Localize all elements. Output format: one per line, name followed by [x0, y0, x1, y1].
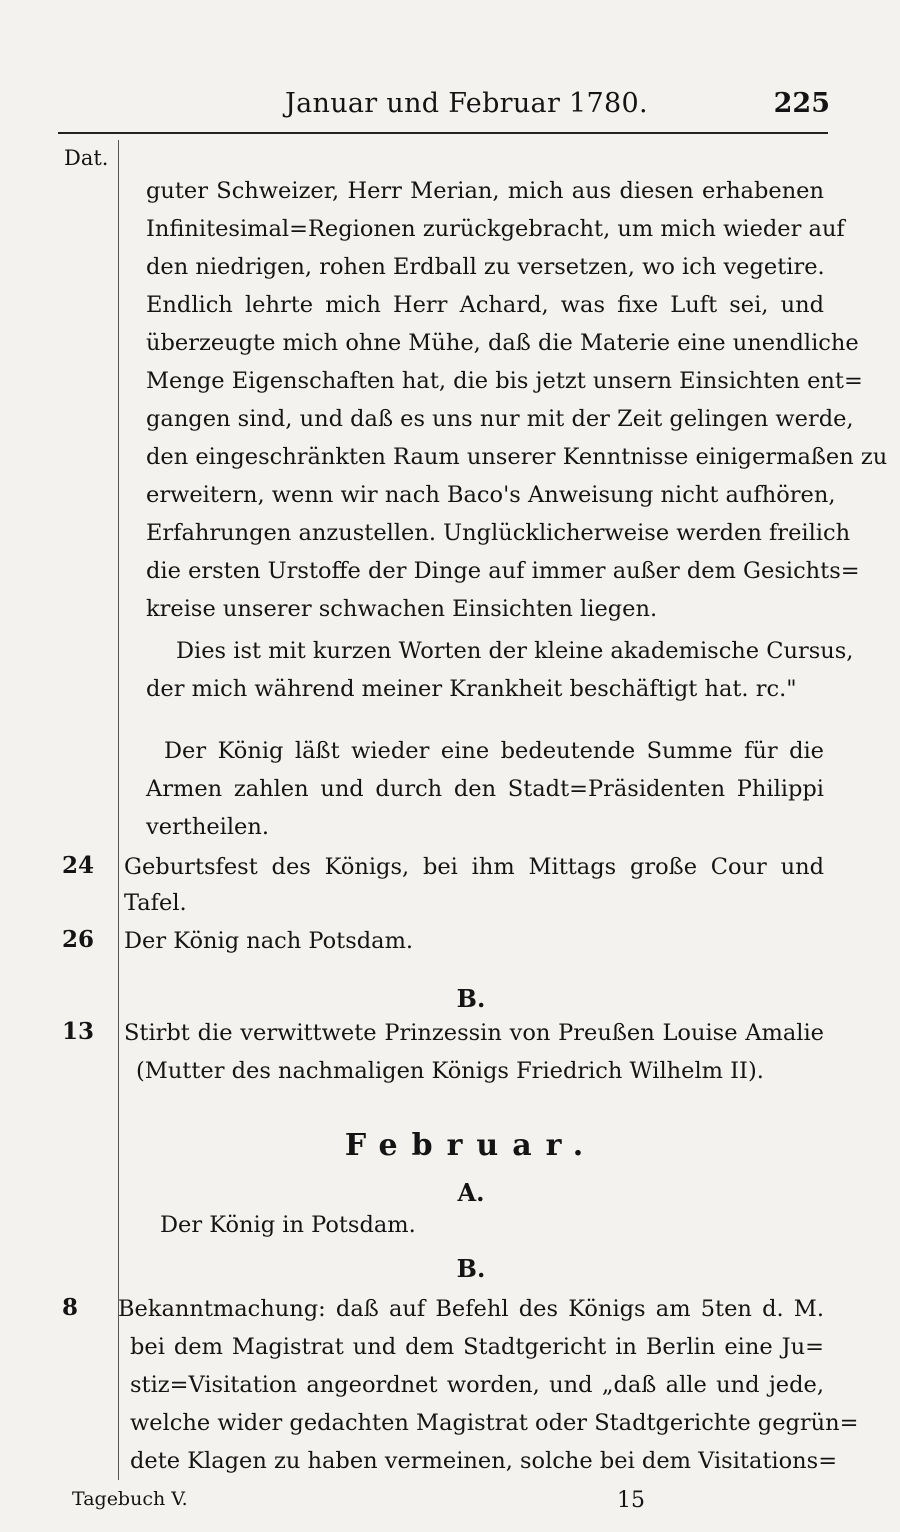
- text-line: Endlich lehrte mich Herr Achard, was fixe Luft sei, und: [146, 292, 824, 318]
- header-rule: [58, 132, 828, 134]
- footer-sheet-number: 15: [617, 1488, 645, 1513]
- text-line: Stirbt die verwittwete Prinzessin von Preußen Louise Amalie: [124, 1020, 824, 1046]
- text-line: Menge Eigenschaften hat, die bis jetzt unsern Einsichten ent=: [146, 368, 863, 394]
- month-heading: Februar.: [344, 1128, 598, 1163]
- text-line: den eingeschränkten Raum unserer Kenntnisse einigermaßen zu: [146, 444, 888, 470]
- text-line: Der König nach Potsdam.: [124, 928, 414, 954]
- text-line: der mich während meiner Krankheit beschäftigt hat. rc.": [146, 676, 797, 702]
- text-line: vertheilen.: [146, 814, 269, 840]
- text-line: (Mutter des nachmaligen Königs Friedrich Wilhelm II).: [136, 1058, 764, 1084]
- running-header: [60, 88, 830, 128]
- text-line: Infinitesimal=Regionen zurückgebracht, um mich wieder auf: [146, 216, 845, 242]
- text-line: kreise unserer schwachen Einsichten liegen.: [146, 596, 658, 622]
- day-number: 13: [62, 1018, 95, 1045]
- text-line: Der König läßt wieder eine bedeutende Summe für die: [164, 738, 824, 764]
- text-line: Dies ist mit kurzen Worten der kleine akademische Cursus,: [176, 638, 854, 664]
- section-label: A.: [457, 1178, 485, 1207]
- section-label: B.: [456, 1254, 486, 1283]
- footer-signature: Tagebuch V.: [72, 1488, 188, 1510]
- text-line: erweitern, wenn wir nach Baco's Anweisung nicht aufhören,: [146, 482, 836, 508]
- text-line: gangen sind, und daß es uns nur mit der Zeit gelingen werde,: [146, 406, 854, 432]
- text-line: welche wider gedachten Magistrat oder Stadtgerichte gegrün=: [130, 1410, 859, 1436]
- text-line: stiz=Visitation angeordnet worden, und „daß alle und jede,: [130, 1372, 824, 1398]
- section-label: B.: [456, 984, 486, 1013]
- header-title: Januar und Februar 1780.: [285, 88, 648, 119]
- text-line: Geburtsfest des Königs, bei ihm Mittags große Cour und: [124, 854, 824, 880]
- text-line: bei dem Magistrat und dem Stadtgericht in Berlin eine Ju=: [130, 1334, 824, 1360]
- day-number: 8: [62, 1294, 79, 1321]
- text-line: dete Klagen zu haben vermeinen, solche bei dem Visitations=: [130, 1448, 838, 1474]
- text-line: überzeugte mich ohne Mühe, daß die Materie eine unendliche: [146, 330, 859, 356]
- text-line: guter Schweizer, Herr Merian, mich aus diesen erhabenen: [146, 178, 824, 204]
- page-number: 225: [773, 88, 830, 119]
- date-column-label: Dat.: [64, 146, 109, 170]
- text-line: Armen zahlen und durch den Stadt=Präsidenten Philippi: [146, 776, 824, 802]
- text-line: die ersten Urstoffe der Dinge auf immer außer dem Gesichts=: [146, 558, 860, 584]
- text-line: Der König in Potsdam.: [160, 1212, 416, 1238]
- day-number: 26: [62, 926, 95, 953]
- text-line: Erfahrungen anzustellen. Unglücklicherweise werden freilich: [146, 520, 851, 546]
- text-line: Tafel.: [124, 890, 187, 916]
- text-line: Bekanntmachung: daß auf Befehl des Königs am 5ten d. M.: [118, 1296, 824, 1322]
- day-number: 24: [62, 852, 95, 879]
- text-line: den niedrigen, rohen Erdball zu versetzen, wo ich vegetire.: [146, 254, 825, 280]
